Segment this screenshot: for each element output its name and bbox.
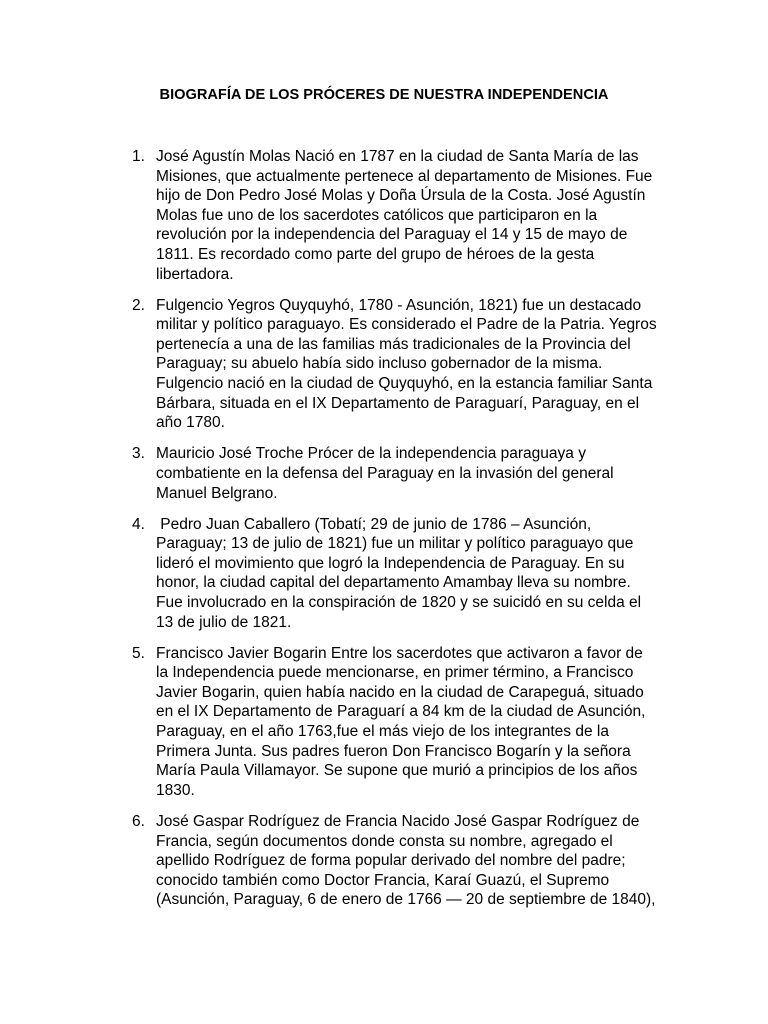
text-line: en el IX Departamento de Paraguarí a 84 km de la ciudad de Asunción, xyxy=(156,703,646,721)
text-line: Francisco Javier Bogarin Entre los sacerdotes que activaron a favor de xyxy=(156,644,643,662)
text-line: combatiente en la defensa del Paraguay en la invasión del general xyxy=(156,464,614,482)
text-line: Paraguay; 13 de julio de 1821) fue un militar y político paraguayo que xyxy=(156,535,634,553)
text-line: 1811. Es recordado como parte del grupo de héroes de la gesta xyxy=(156,245,595,263)
text-line: Bárbara, situada en el IX Departamento de Paraguarí, Paraguay, en el xyxy=(156,394,640,412)
biography-text xyxy=(156,644,652,801)
biography-item xyxy=(132,644,652,801)
biography-text xyxy=(156,515,652,633)
text-line: María Paula Villamayor. Se supone que murió a principios de los años xyxy=(156,762,638,780)
text-line: lideró el movimiento que logró la Independencia de Paraguay. En su xyxy=(156,554,625,572)
text-line: José Gaspar Rodríguez de Francia Nacido José Gaspar Rodríguez de xyxy=(156,812,640,830)
list-number: 3. xyxy=(132,445,145,463)
text-line: Mauricio José Troche Prócer de la independencia paraguaya y xyxy=(156,445,586,463)
text-line: Paraguay, en el año 1763,fue el más viejo de los integrantes de la xyxy=(156,723,609,741)
biography-item xyxy=(132,812,656,910)
text-line: Molas fue uno de los sacerdotes católicos que participaron en la xyxy=(156,206,598,224)
text-line: Fulgencio nació en la ciudad de Quyquyhó, en la estancia familiar Santa xyxy=(156,375,653,393)
text-line: Fulgencio Yegros Quyquyhó, 1780 - Asunción, 1821) fue un destacado xyxy=(156,296,642,314)
text-line: Pedro Juan Caballero (Tobatí; 29 de junio de 1786 – Asunción, xyxy=(156,515,592,533)
text-line: Fue involucrado en la conspiración de 1820 y se suicidó en su celda el xyxy=(156,593,642,611)
text-line: 13 de julio de 1821. xyxy=(156,613,292,631)
biography-text xyxy=(156,296,657,433)
text-line: hijo de Don Pedro José Molas y Doña Úrsula de la Costa. José Agustín xyxy=(156,187,646,205)
text-line: año 1780. xyxy=(156,414,225,432)
biography-text xyxy=(156,444,652,503)
text-line: Manuel Belgrano. xyxy=(156,484,278,502)
text-line: Primera Junta. Sus padres fueron Don Francisco Bogarín y la señora xyxy=(156,742,631,760)
list-number: 2. xyxy=(132,296,145,314)
text-line: José Agustín Molas Nació en 1787 en la ciudad de Santa María de las xyxy=(156,148,639,165)
list-number: 5. xyxy=(132,644,145,662)
text-line: 1830. xyxy=(156,781,195,799)
biography-item xyxy=(132,444,652,503)
biography-text xyxy=(156,812,656,910)
text-line: revolución por la independencia del Paraguay el 14 y 15 de mayo de xyxy=(156,226,628,244)
text-line: militar y político paraguayo. Es considerado el Padre de la Patria. Yegros xyxy=(156,316,657,334)
text-line: pertenecía a una de las familias más tradicionales de la Provincia del xyxy=(156,335,631,353)
text-line: (Asunción, Paraguay, 6 de enero de 1766 — 20 de septiembre de 1840), xyxy=(156,891,656,909)
text-line: Francia, según documentos donde consta su nombre, agregado el xyxy=(156,832,613,850)
text-line: la Independencia puede mencionarse, en primer término, a Francisco xyxy=(156,664,634,682)
biography-item xyxy=(132,147,652,284)
biography-item xyxy=(132,296,657,433)
biography-list xyxy=(132,147,657,921)
text-line: honor, la ciudad capital del departamento Amambay lleva su nombre. xyxy=(156,574,631,592)
text-line: conocido también como Doctor Francia, Karaí Guazú, el Supremo xyxy=(156,871,610,889)
text-line: Misiones, que actualmente pertenece al departamento de Misiones. Fue xyxy=(156,167,653,185)
biography-item xyxy=(132,515,652,633)
text-line: apellido Rodríguez de forma popular derivado del nombre del padre; xyxy=(156,852,626,870)
text-line: libertadora. xyxy=(156,265,234,283)
list-number: 1. xyxy=(132,148,145,165)
list-number: 6. xyxy=(132,812,145,830)
text-line: Javier Bogarin, quien había nacido en la ciudad de Carapeguá, situado xyxy=(156,683,644,701)
biography-text xyxy=(156,147,652,284)
list-number: 4. xyxy=(132,515,145,533)
document-title: BIOGRAFÍA DE LOS PRÓCERES DE NUESTRA INDEPENDENCIA xyxy=(159,87,609,103)
text-line: Paraguay; su abuelo había sido incluso gobernador de la misma. xyxy=(156,355,603,373)
